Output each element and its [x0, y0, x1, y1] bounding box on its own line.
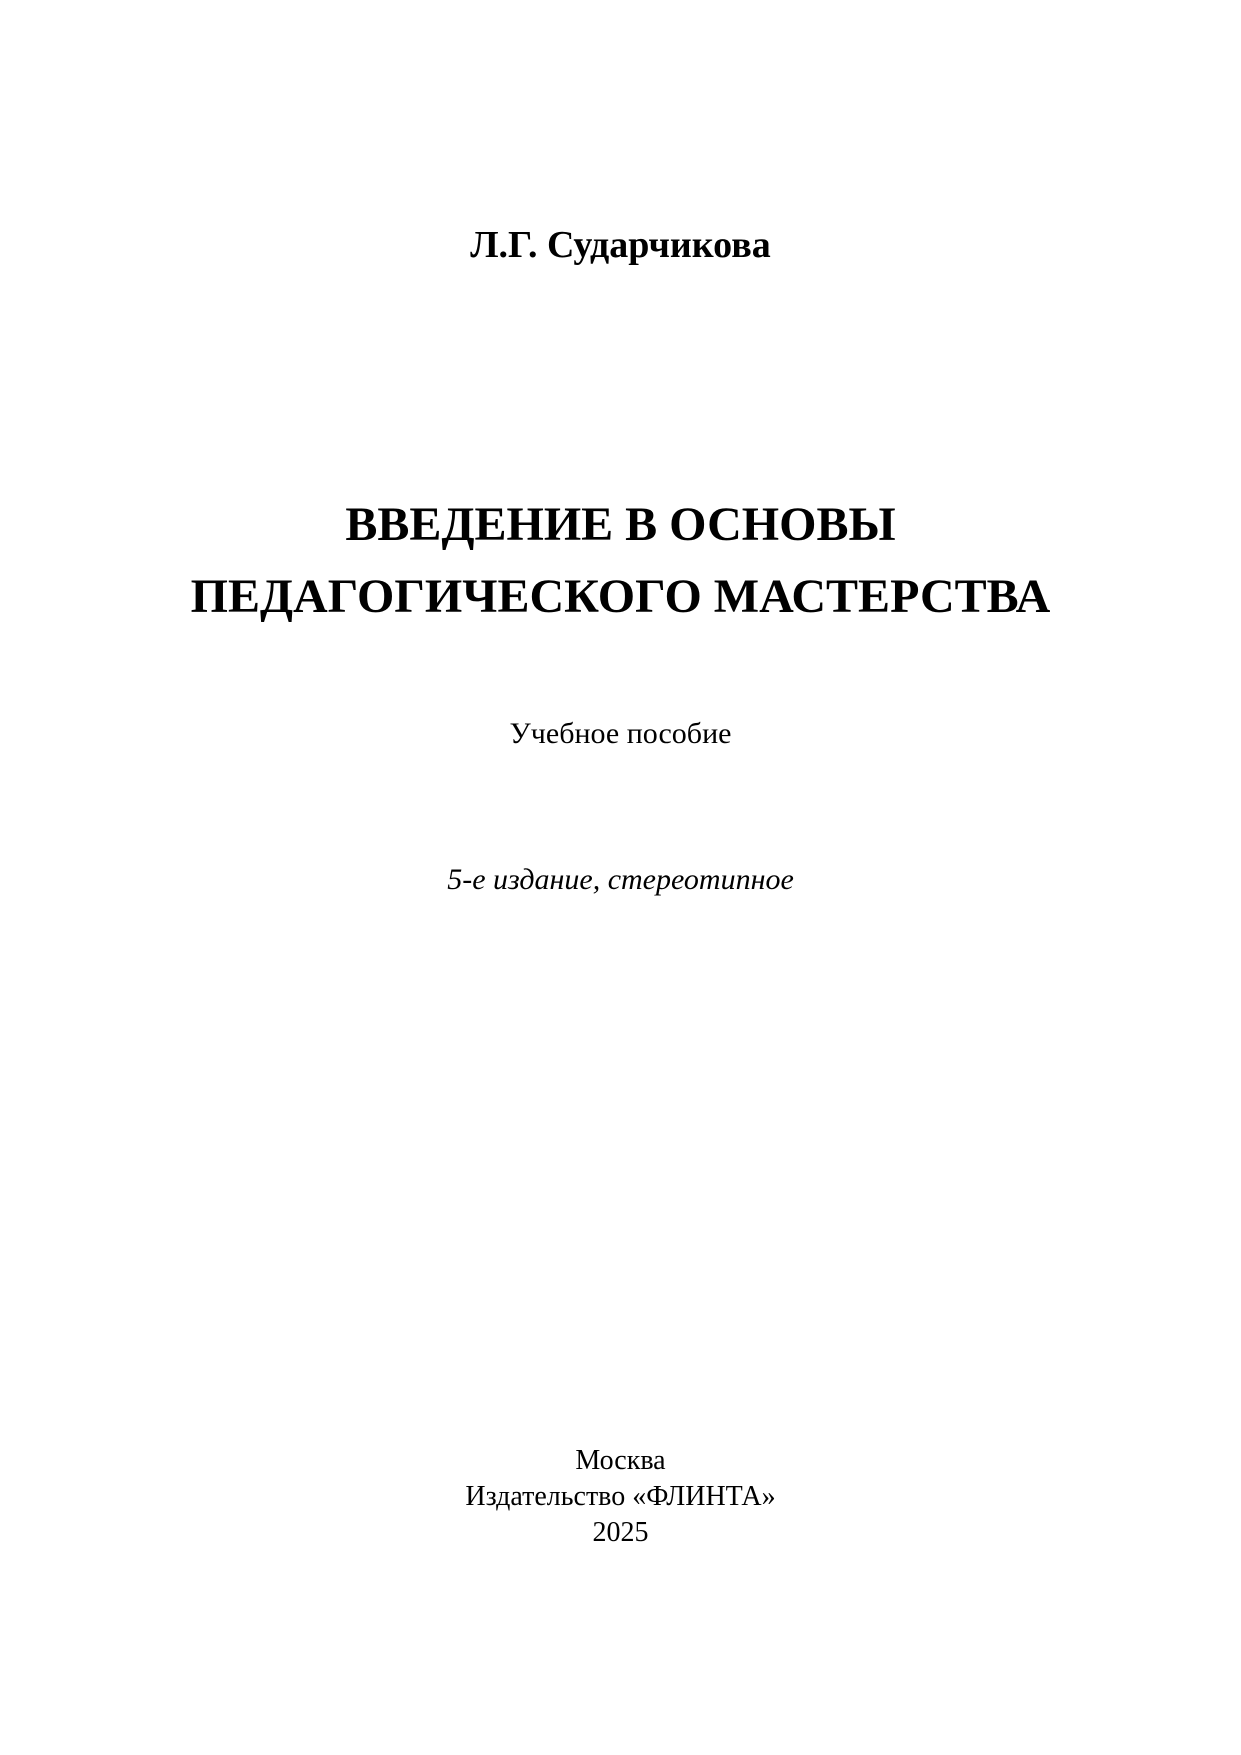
author-name: Л.Г. Сударчикова [470, 224, 771, 266]
book-title-line-1: ВВЕДЕНИЕ В ОСНОВЫ [345, 498, 896, 551]
imprint-year: 2025 [592, 1517, 649, 1548]
imprint-publisher: Издательство «ФЛИНТА» [465, 1481, 776, 1512]
book-subtitle: Учебное пособие [509, 717, 732, 750]
book-title-line-2: ПЕДАГОГИЧЕСКОГО МАСТЕРСТВА [190, 570, 1051, 623]
imprint-city: Москва [575, 1445, 666, 1476]
edition-note: 5-е издание, стереотипное [447, 863, 794, 896]
